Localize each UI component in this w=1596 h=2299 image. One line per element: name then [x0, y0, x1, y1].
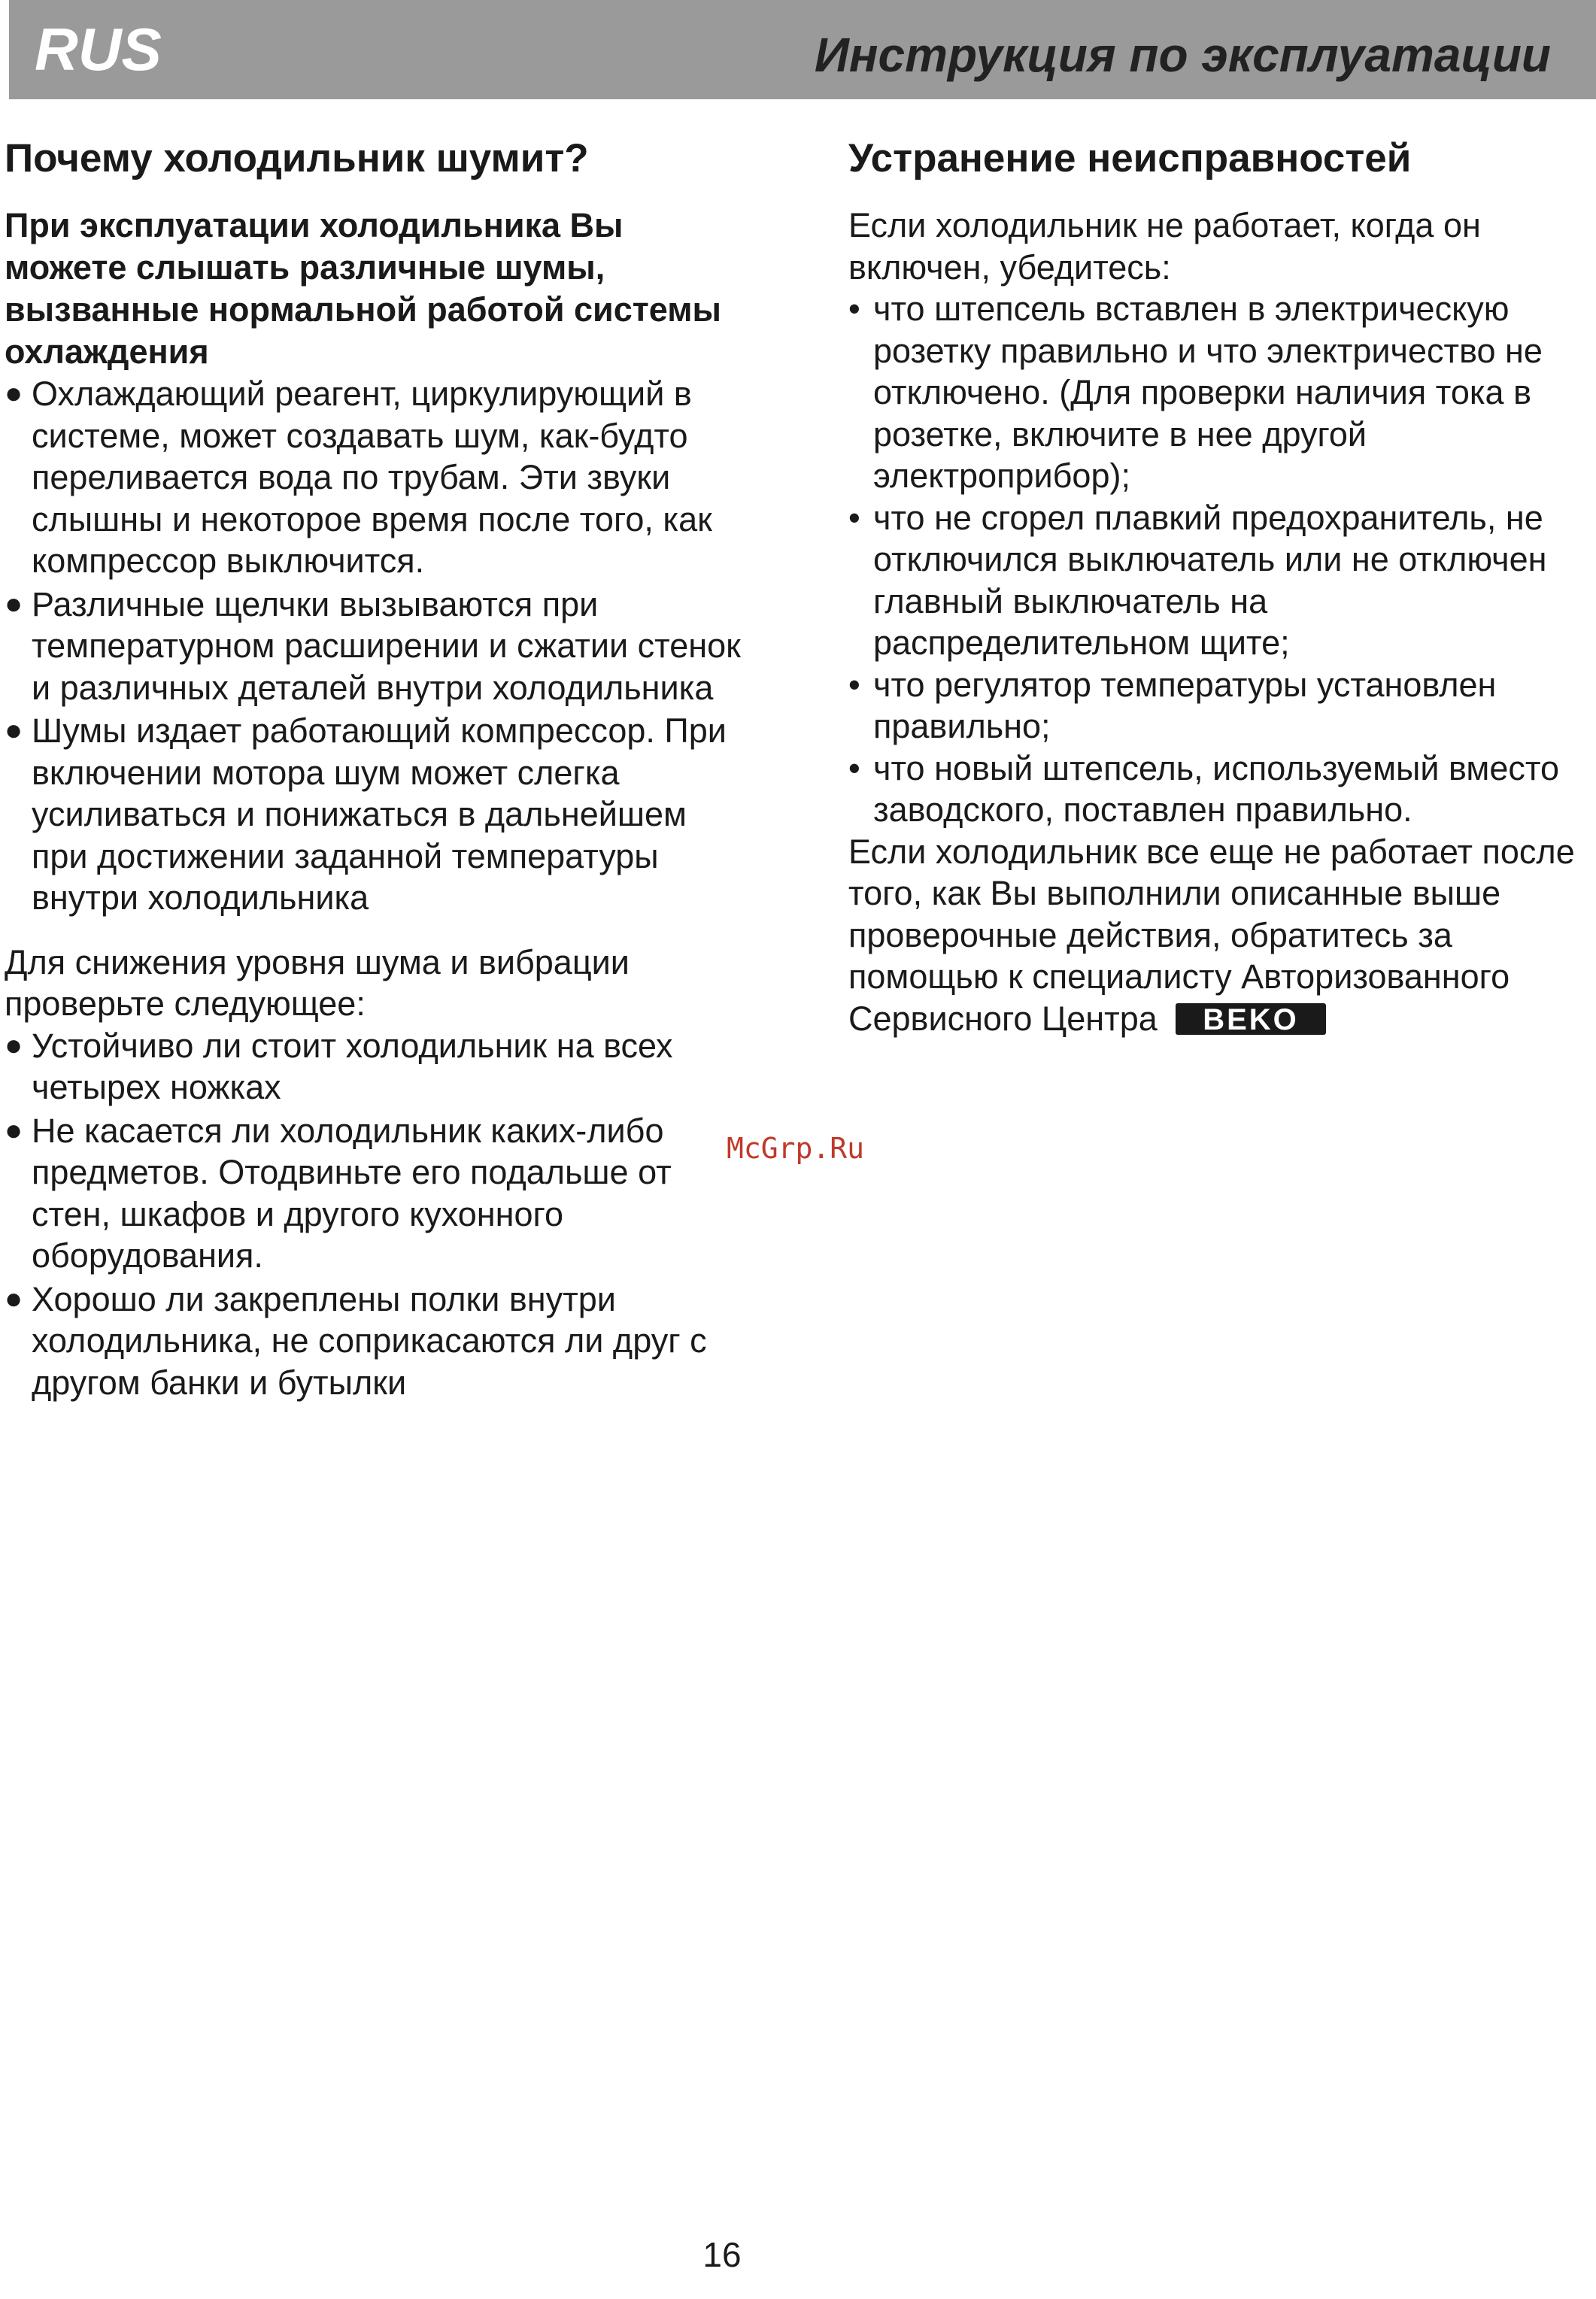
left-column [5, 134, 749, 1403]
noise-heading: Почему холодильник шумит? [5, 136, 589, 180]
bullet-icon: ● [5, 1028, 23, 1062]
bullet-icon: ● [5, 1281, 23, 1315]
header-bar [9, 0, 1596, 99]
watermark: McGrp.Ru [727, 1132, 865, 1165]
check-intro: Для снижения уровня шума и вибрации проверьте следующее: [5, 942, 630, 1023]
bullet-icon: • [848, 290, 860, 328]
bullet-icon: ● [5, 714, 23, 747]
check-list [5, 1025, 749, 1404]
closing-text: Если холодильник все еще не работает после того, как Вы выполнили описанные выше проверочные действия, обратитесь за помощью к специалисту Авторизованного Сервисного Центра [848, 832, 1575, 1038]
noise-intro: При эксплуатации холодильника Вы можете слышать различные шумы, вызванные нормальной работой системы охлаждения [5, 206, 721, 371]
list-item-text: Хорошо ли закреплены полки внутри холодильника, не соприкасаются ли друг с другом банки и бутылки [32, 1279, 707, 1402]
right-column [848, 134, 1593, 1039]
manual-title: Инструкция по эксплуатации [814, 28, 1551, 82]
bullet-icon: ● [5, 377, 23, 410]
list-item-text: Охлаждающий реагент, циркулирующий в системе, может создавать шум, как-будто переливается вода по трубам. Эти звуки слышны и некоторое время после того, как компрессор выключится. [32, 375, 712, 580]
troubleshooting-list [848, 288, 1593, 831]
list-item-text: что новый штепсель, используемый вместо заводского, поставлен правильно. [873, 748, 1559, 829]
page-number: 16 [702, 2235, 742, 2274]
list-item [5, 1278, 749, 1404]
list-item [5, 584, 749, 709]
bullet-icon: • [848, 748, 860, 787]
list-item [5, 373, 749, 582]
beko-logo [1176, 1003, 1326, 1035]
list-item [5, 1025, 749, 1109]
list-item-text: Различные щелчки вызываются при температурном расширении и сжатии стенок и различных деталей внутри холодильника [32, 584, 741, 707]
list-item-text: что регулятор температуры установлен правильно; [873, 665, 1497, 745]
list-item [848, 497, 1593, 664]
list-item-text: что штепсель вставлен в электрическую розетку правильно и что электричество не отключено. (Для проверки наличия тока в розетке, включите в нее другой электроприбор); [873, 290, 1543, 495]
list-item-text: Шумы издает работающий компрессор. При включении мотора шум может слегка усиливаться и понижаться в дальнейшем при достижении заданной температуры внутри холодильника [32, 711, 727, 917]
troubleshooting-heading: Устранение неисправностей [848, 136, 1412, 180]
bullet-icon: ● [5, 587, 23, 620]
bullet-icon: • [848, 498, 860, 537]
noise-list [5, 373, 749, 919]
list-item [5, 1110, 749, 1277]
list-item [848, 288, 1593, 497]
list-item [5, 710, 749, 919]
list-item-text: Устойчиво ли стоит холодильник на всех четырех ножках [32, 1026, 673, 1106]
bullet-icon: ● [5, 1113, 23, 1147]
list-item [848, 664, 1593, 748]
troubleshooting-closing [848, 831, 1593, 1040]
bullet-icon: • [848, 665, 860, 704]
list-item-text: что не сгорел плавкий предохранитель, не отключился выключатель или не отключен главный выключатель на распределительном щите; [873, 498, 1547, 662]
brand-name: BEKO [1203, 1002, 1300, 1035]
language-label: RUS [35, 16, 162, 83]
list-item-text: Не касается ли холодильник каких-либо предметов. Отодвиньте его подальше от стен, шкафов и другого кухонного оборудования. [32, 1111, 672, 1275]
troubleshooting-intro: Если холодильник не работает, когда он включен, убедитесь: [848, 206, 1481, 287]
list-item [848, 748, 1593, 831]
